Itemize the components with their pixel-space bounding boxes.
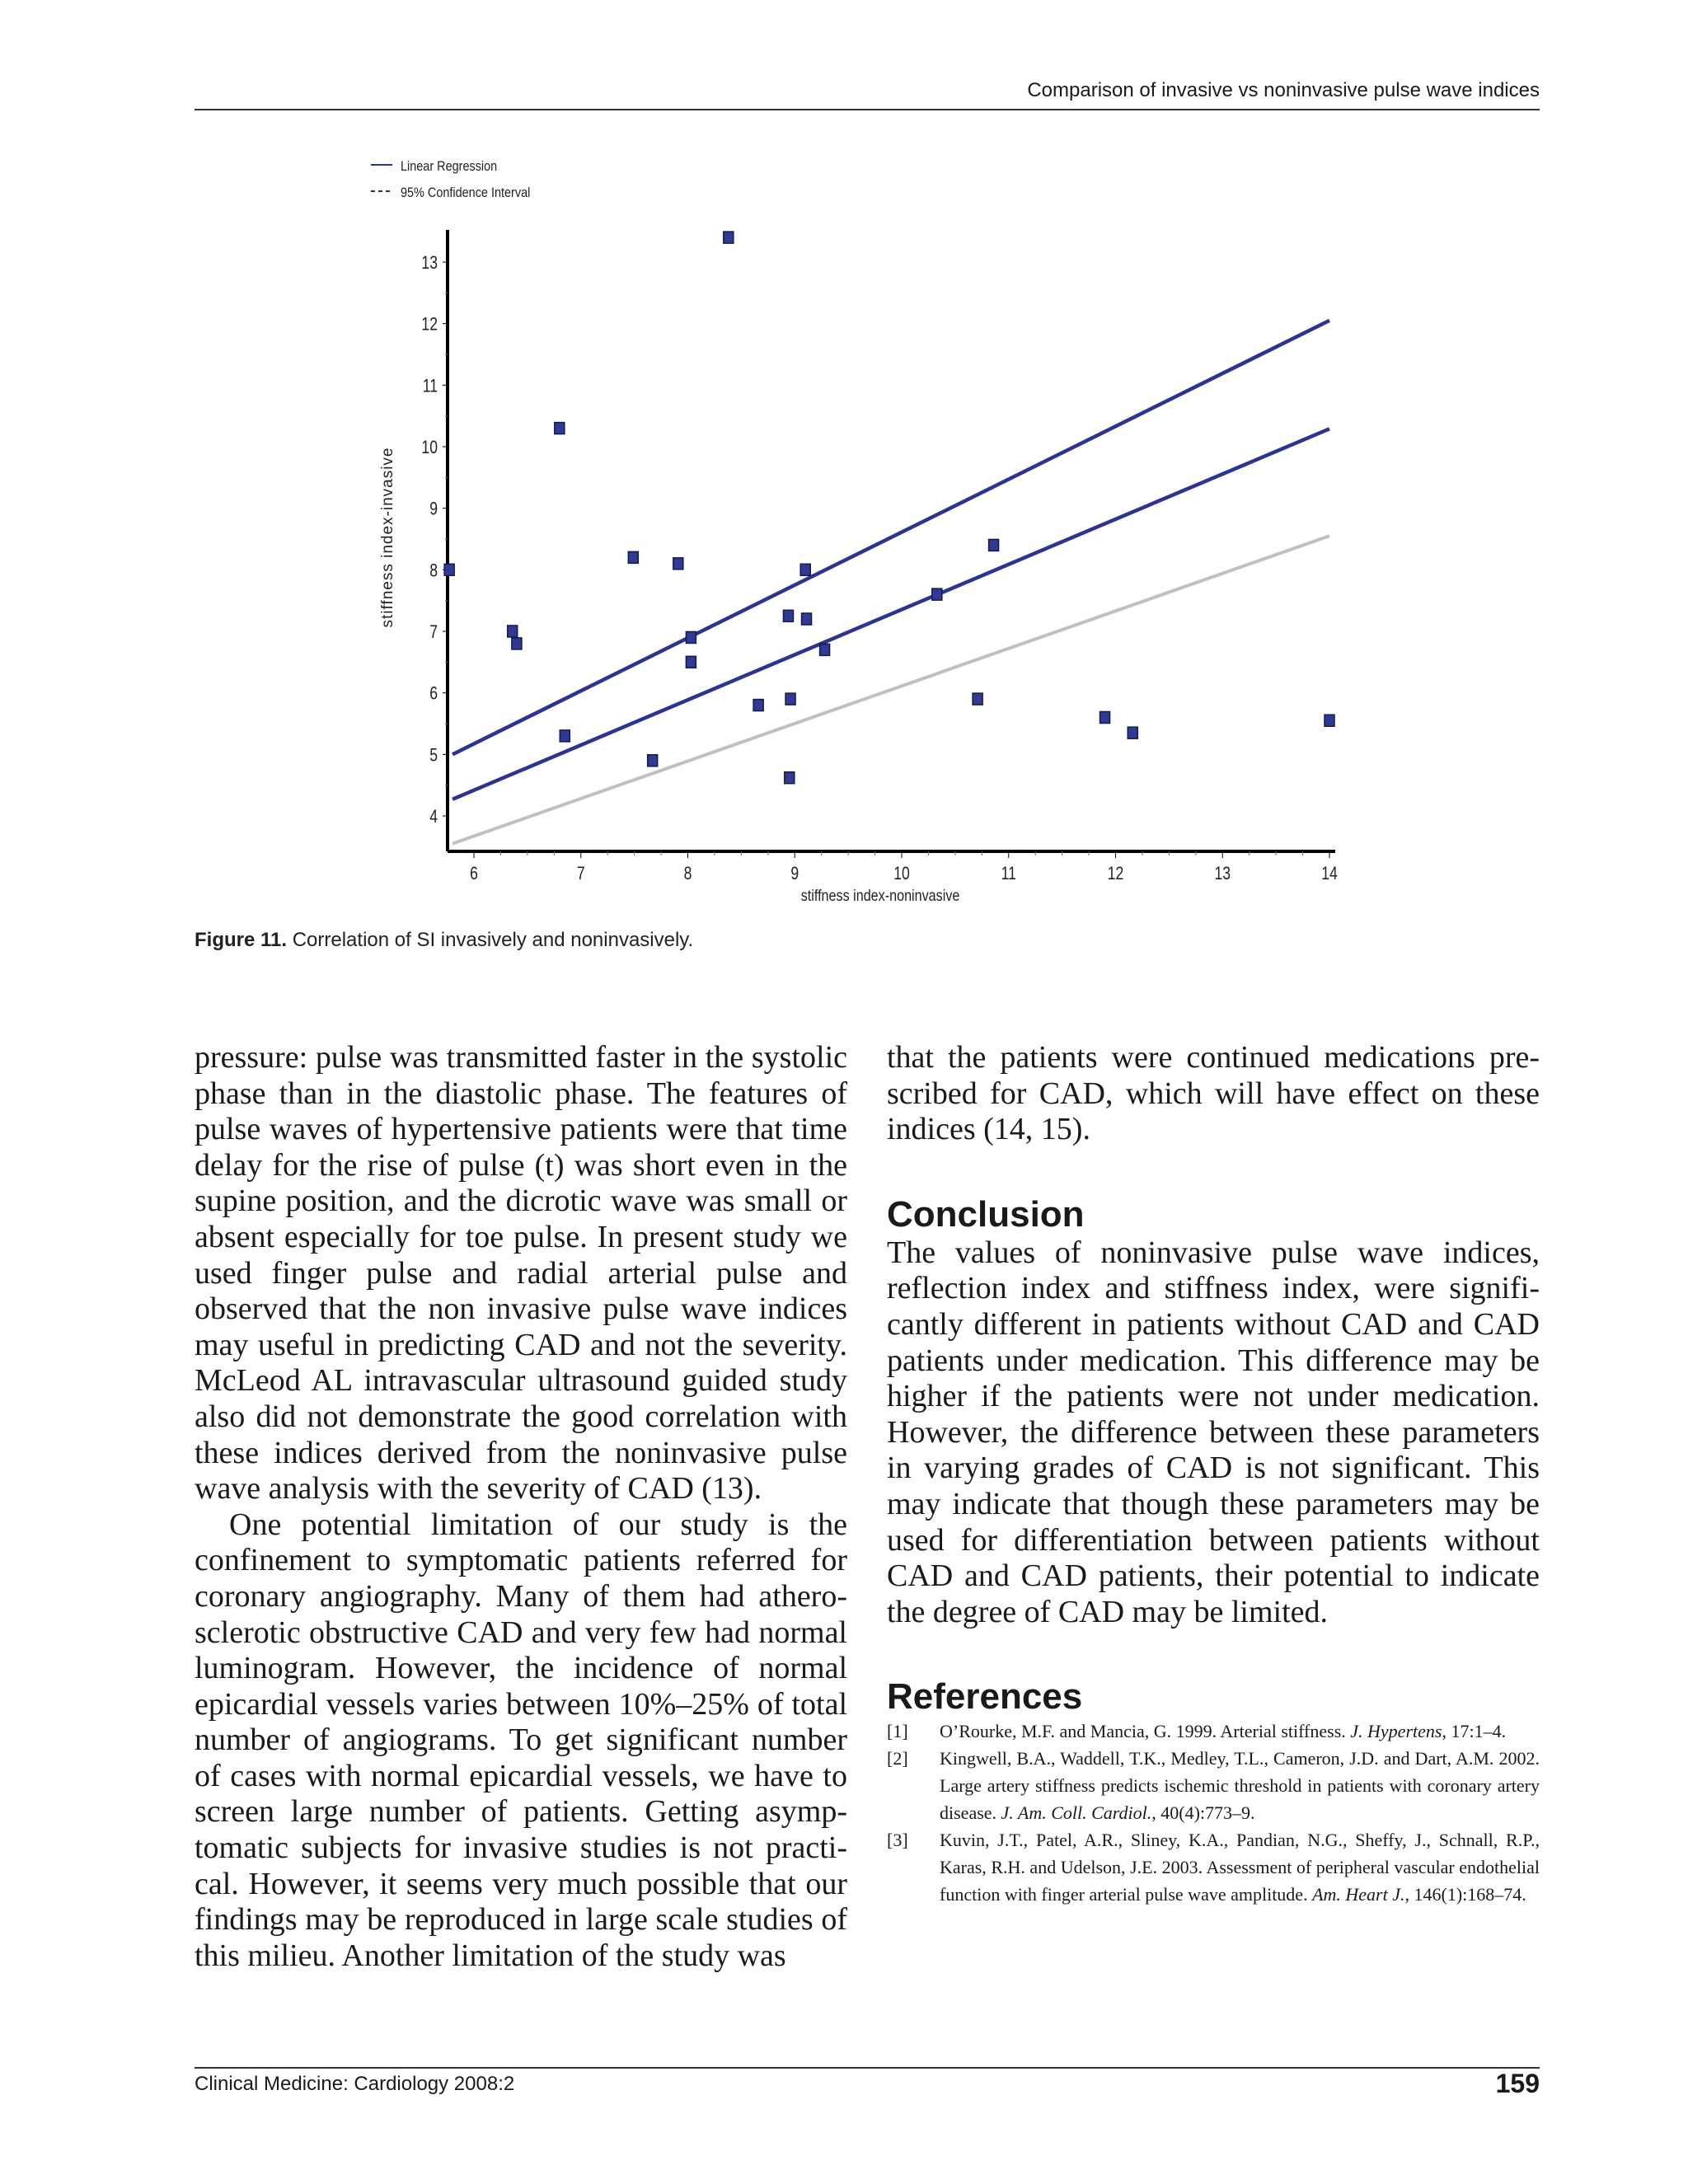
right-column [887,1040,1540,1908]
running-head-title: Comparison of invasive vs noninvasive pulse wave indices [1027,79,1540,101]
x-tick-label: 14 [1321,864,1338,884]
reference-list [887,1718,1540,1908]
y-tick-label: 13 [421,253,438,274]
data-point [673,558,683,569]
reference-item [887,1826,1540,1908]
reference-text: Kingwell, B.A., Waddell, T.K., Medley, T.L., Cameron, J.D. and Dart, A.M. 2002. Large artery stiffness predicts ischemic threshold in patients with coronary artery disease. J. Am. Coll. Cardiol., 40(4):773–9. [940,1748,1540,1824]
data-point [783,610,793,621]
body-paragraph: pressure: pulse was transmitted faster in the systolic phase than in the diastolic phase. The features of pulse waves of hypertensive patients were that time delay for the rise of pulse (t) was short even in the supine position, and the dicrotic wave was small or absent especially for toe pulse. In present study we used finger pulse and radial arterial pulse and observed that the non invasive pulse wave indices may useful in predicting CAD and not the severity. McLeod AL intravascular ultrasound guided study also did not demonstrate the good correlation with these indices derived from the noninvasive pulse wave analysis with the severity of CAD (13). [195,1040,847,1507]
figure-11 [195,140,1540,907]
data-point [1325,715,1334,726]
data-point [555,423,565,434]
reference-number: [3] [887,1830,908,1851]
reference-item [887,1745,1540,1826]
data-point [560,730,570,742]
body-paragraph: One potential limitation of our study is the confinement to symptomatic patients referred for coronary angiography. Many of them had athero-sclerotic obstructive CAD and very few had normal luminogram. However, the incidence of normal epicardial vessels varies between 10%–25% of total number of angiograms. To get significant number of cases with normal epicardial vessels, we have to screen large number of patients. Getting asymp-tomatic subjects for invasive studies is not practi-cal. However, it seems very much possible that our findings may be reproduced in large scale studies of this milieu. Another limitation of the study was [195,1507,847,1973]
data-point [785,772,795,784]
left-column [195,1040,847,1974]
data-point [628,551,638,563]
y-tick-label: 7 [429,622,438,643]
y-tick-label: 11 [422,376,438,396]
y-tick-label: 9 [429,499,438,520]
data-point [1128,727,1137,738]
journal-name: J. Am. Coll. Cardiol. [1001,1802,1152,1824]
data-point [686,656,696,668]
legend-label: 95% Confidence Interval [401,185,531,201]
data-point [785,693,795,705]
body-paragraph: that the patients were continued medications pre-scribed for CAD, which will have effect on these indices (14, 15). [887,1040,1540,1147]
data-point [512,638,522,649]
data-point [973,693,982,705]
data-point [800,564,810,575]
references-heading: References [887,1676,1083,1718]
footer-rule [195,2067,1540,2069]
y-tick-label: 5 [429,745,438,766]
data-point [686,631,696,643]
y-axis-label: stiffness index-invasive [379,447,396,628]
caption-label: Figure 11. [195,929,288,951]
x-axis-label: stiffness index-noninvasive [800,886,960,905]
page-number: 159 [1495,2069,1540,2098]
x-tick-label: 13 [1214,864,1231,884]
x-tick-label: 9 [790,864,799,884]
conclusion-paragraph: The values of noninvasive pulse wave indices, reflection index and stiffness index, were signifi-cantly different in patients without CAD and CAD patients under medication. This difference may be higher if the patients were not under medication. However, the difference between these parameters in varying grades of CAD is not significant. This may indicate that though these parameters may be used for differentiation between patients without CAD and CAD patients, their potential to indicate the degree of CAD may be limited. [887,1235,1540,1629]
x-tick-label: 6 [470,864,478,884]
y-tick-label: 10 [421,438,438,458]
x-tick-label: 11 [1001,864,1016,884]
series-line [452,429,1329,799]
data-point [648,755,658,766]
x-tick-label: 7 [576,864,585,884]
data-point [444,564,454,575]
reference-item [887,1718,1540,1745]
journal-name: J. Hypertens [1350,1721,1442,1742]
reference-text: Kuvin, J.T., Patel, A.R., Sliney, K.A., Pandian, N.G., Sheffy, J., Schnall, R.P., Karas, R.H. and Udelson, J.E. 2003. Assessment of peripheral vascular endothelial function with finger arterial pulse wave amplitude. Am. Heart J., 146(1):168–74. [940,1830,1540,1905]
data-point [724,232,734,243]
y-tick-label: 8 [429,560,438,581]
conclusion-heading: Conclusion [887,1193,1085,1235]
footer-journal: Clinical Medicine: Cardiology 2008:2 [195,2073,515,2095]
header-rule [195,109,1540,110]
data-point [508,626,518,637]
reference-text: O’Rourke, M.F. and Mancia, G. 1999. Arterial stiffness. J. Hypertens, 17:1–4. [940,1721,1507,1742]
data-point [932,588,942,600]
x-tick-label: 8 [683,864,692,884]
reference-number: [1] [887,1721,908,1742]
data-point [989,539,999,551]
legend-label: Linear Regression [401,158,498,175]
journal-name: Am. Heart J. [1312,1884,1405,1905]
figure-caption [195,929,693,952]
data-point [820,644,830,655]
caption-text: Correlation of SI invasively and noninvasively. [287,929,694,951]
data-point [1100,712,1110,724]
x-tick-label: 12 [1107,864,1124,884]
y-tick-label: 12 [421,314,438,335]
reference-number: [2] [887,1748,908,1769]
y-tick-label: 6 [429,683,438,705]
data-point [753,700,763,711]
scatter-chart [195,140,1540,907]
x-tick-label: 10 [893,864,910,884]
y-tick-label: 4 [429,807,438,827]
data-point [802,613,812,625]
